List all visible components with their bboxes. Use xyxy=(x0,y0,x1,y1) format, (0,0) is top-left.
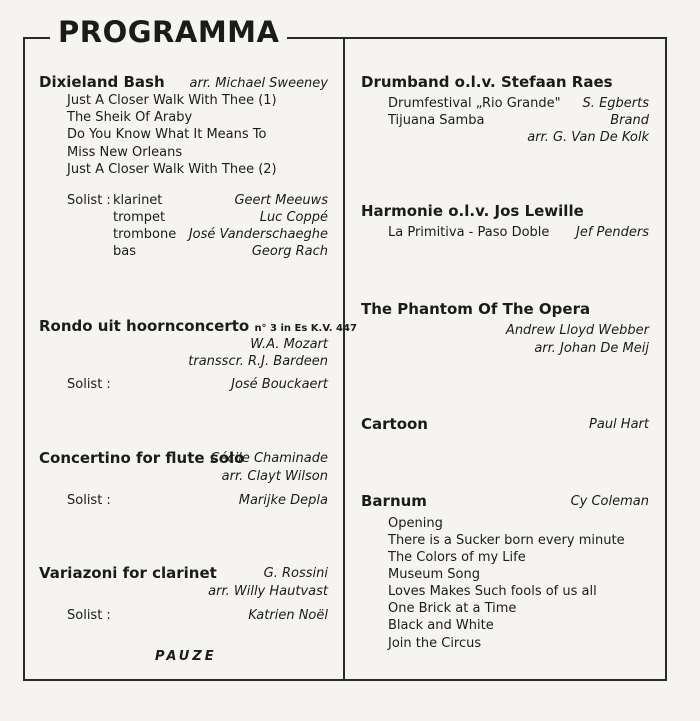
instrument: klarinet xyxy=(113,193,163,208)
composer: G. Rossini xyxy=(263,566,328,581)
arranger: arr. Michael Sweeney xyxy=(189,76,328,91)
solist-label: Solist : xyxy=(67,193,111,208)
composer: W.A. Mozart xyxy=(250,337,328,352)
piece-title: Just A Closer Walk With Thee (1) xyxy=(67,93,277,108)
solist-label: Solist : xyxy=(67,493,111,508)
section-title: Barnum xyxy=(361,492,427,510)
composer: Cy Coleman xyxy=(570,494,649,509)
piece-title: Opening xyxy=(388,516,443,531)
section-title: Concertino for flute solo xyxy=(39,449,245,467)
piece-title: Join the Circus xyxy=(388,636,482,651)
soloist-name: José Vanderschaeghe xyxy=(188,227,328,242)
instrument: trombone xyxy=(113,227,177,242)
section-title: Harmonie o.l.v. Jos Lewille xyxy=(361,202,584,220)
piece-title: Do You Know What It Means To xyxy=(67,127,267,142)
instrument: trompet xyxy=(113,210,166,225)
piece-title: The Colors of my Life xyxy=(388,550,526,565)
composer: Jef Penders xyxy=(576,225,649,240)
section-title: The Phantom Of The Opera xyxy=(361,300,591,318)
piece-title: Loves Makes Such fools of us all xyxy=(388,584,597,599)
soloist-name: Georg Rach xyxy=(251,244,328,259)
composer: Cécile Chaminade xyxy=(210,451,328,466)
intermission-label: PAUZE xyxy=(155,649,217,664)
piece-title: Museum Song xyxy=(388,567,480,582)
soloist-name: Luc Coppé xyxy=(259,210,328,225)
piece-title: La Primitiva - Paso Doble xyxy=(388,225,550,240)
piece-title: Tijuana Samba xyxy=(388,113,485,128)
section-title: Dixieland Bash xyxy=(39,73,165,91)
composer: Brand xyxy=(610,113,649,128)
solist-label: Solist : xyxy=(67,608,111,623)
arranger: arr. Willy Hautvast xyxy=(208,584,328,599)
column-divider xyxy=(343,37,345,681)
section-title-main: Rondo uit hoornconcerto xyxy=(39,317,250,335)
piece-title: Drumfestival „Rio Grande" xyxy=(388,96,561,111)
soloist-name: José Bouckaert xyxy=(231,377,328,392)
piece-title: Black and White xyxy=(388,618,494,633)
section-title: Variazoni for clarinet xyxy=(39,564,217,582)
composer: Andrew Lloyd Webber xyxy=(505,323,649,338)
arranger: arr. G. Van De Kolk xyxy=(527,130,649,145)
composer: Paul Hart xyxy=(589,417,649,432)
soloist-name: Marijke Depla xyxy=(238,493,328,508)
section-title: Drumband o.l.v. Stefaan Raes xyxy=(361,73,613,91)
arranger: arr. Johan De Meij xyxy=(534,341,649,356)
piece-title: Miss New Orleans xyxy=(67,145,183,160)
soloist-name: Katrien Noël xyxy=(248,608,328,623)
section-title xyxy=(39,317,357,338)
section-title-suffix: n° 3 in Es K.V. 447 xyxy=(254,323,357,334)
instrument: bas xyxy=(113,244,136,259)
piece-title: Just A Closer Walk With Thee (2) xyxy=(67,162,277,177)
composer: S. Egberts xyxy=(582,96,649,111)
piece-title: There is a Sucker born every minute xyxy=(388,533,625,548)
arranger: transscr. R.J. Bardeen xyxy=(188,354,328,369)
piece-title: One Brick at a Time xyxy=(388,601,517,616)
arranger: arr. Clayt Wilson xyxy=(221,469,328,484)
piece-title: The Sheik Of Araby xyxy=(67,110,193,125)
solist-label: Solist : xyxy=(67,377,111,392)
section-title: Cartoon xyxy=(361,415,428,433)
soloist-name: Geert Meeuws xyxy=(234,193,328,208)
page-title: PROGRAMMA xyxy=(50,14,287,50)
